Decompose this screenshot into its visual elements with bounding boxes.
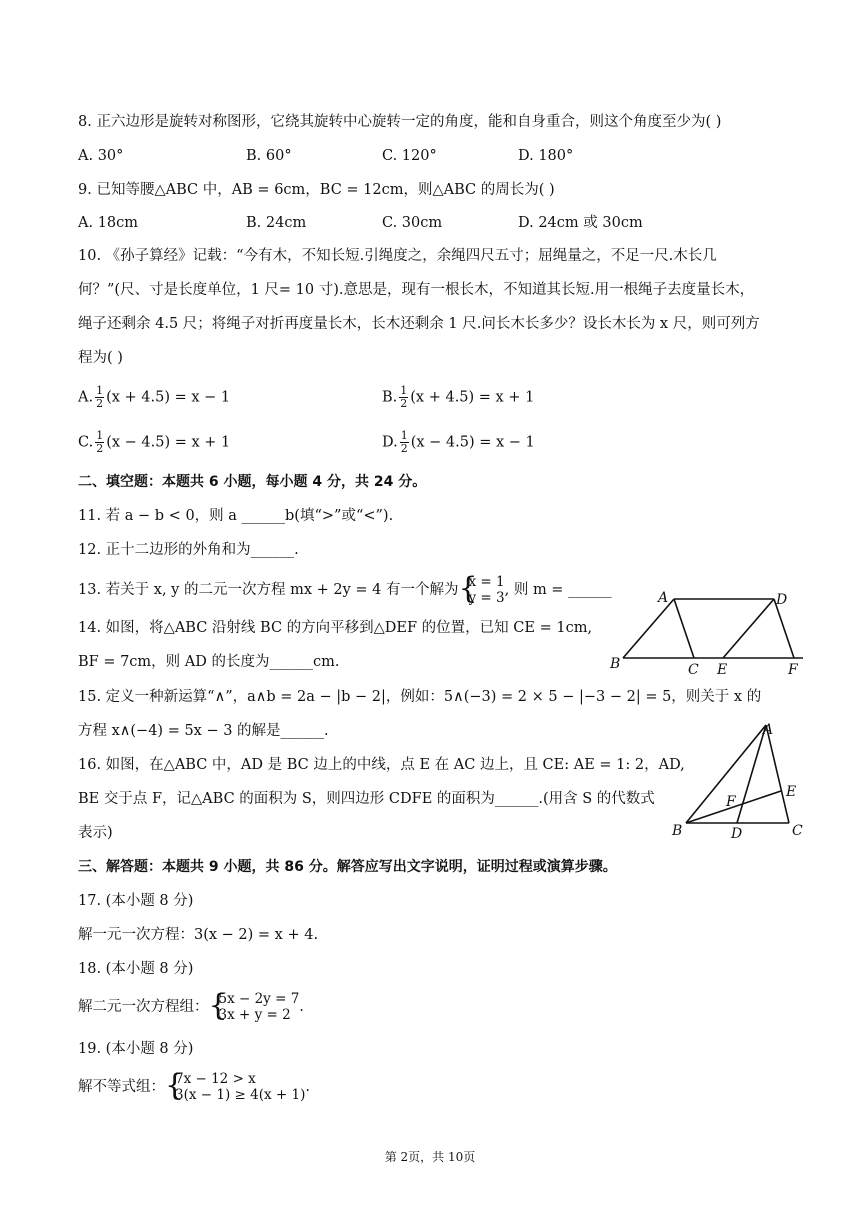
- q19-head: 19. (本小题 8 分): [78, 1041, 194, 1057]
- q18-head: 18. (本小题 8 分): [78, 961, 194, 977]
- q19-body: 解不等式组： { 7x − 12 > x 3(x − 1) ≥ 4(x + 1) .: [78, 1071, 310, 1103]
- q14-label-a: A: [658, 590, 669, 606]
- q16-label-e: E: [786, 784, 797, 800]
- q14-label-f: F: [788, 662, 798, 678]
- q8-stem: 8. 正六边形是旋转对称图形，它绕其旋转中心旋转一定的角度，能和自身重合，则这个角度至少为( ): [78, 114, 722, 130]
- q10-option-a: A. $\frac{1}{2}$ (x + 4.5) = x − 1: [78, 384, 231, 410]
- q14-label-d: D: [776, 592, 788, 608]
- q9-stem: 9. 已知等腰△ABC 中，AB = 6cm，BC = 12cm，则△ABC 的周长为( ): [78, 182, 555, 198]
- q16-label-b: B: [672, 823, 683, 839]
- q14-line2: BF = 7cm，则 AD 的长度为______cm.: [78, 654, 340, 670]
- q16-segment-ac: [766, 725, 789, 823]
- q9-option-d: D. 24cm 或 30cm: [518, 215, 643, 231]
- section-3-heading: 三、解答题：本题共 9 小题，共 86 分。解答应写出文字说明，证明过程或演算步骤。: [78, 859, 617, 875]
- q9-option-c: C. 30cm: [382, 215, 443, 231]
- q14-segment-ac: [674, 599, 694, 658]
- q14-segment-ab: [623, 599, 674, 658]
- q16-label-d: D: [731, 826, 743, 842]
- q9-option-a: A. 18cm: [78, 215, 139, 231]
- q18-system: { 5x − 2y = 7 3x + y = 2: [209, 991, 300, 1023]
- q17-body: 解一元一次方程：3(x − 2) = x + 4.: [78, 927, 319, 943]
- q13: 13. 若关于 x, y 的二元一次方程 mx + 2y = 4 有一个解为 { x = 1 y = 3 , 则 m = ______: [78, 574, 612, 606]
- q17-head: 17. (本小题 8 分): [78, 893, 194, 909]
- q14-label-c: C: [688, 662, 699, 678]
- q9-option-b: B. 24cm: [246, 215, 307, 231]
- q10-line3: 绳子还剩余 4.5 尺；将绳子对折再度量长木，长木还剩余 1 尺.问长木长多少？设长木长为 x 尺，则可列方: [78, 316, 760, 332]
- q16-line2: BE 交于点 F，记△ABC 的面积为 S，则四边形 CDFE 的面积为______.(用含 S 的代数式: [78, 791, 655, 807]
- q13-system: { x = 1 y = 3: [459, 574, 505, 606]
- q14-label-b: B: [610, 656, 621, 672]
- q11: 11. 若 a − b < 0，则 a ______b(填“>”或“<”).: [78, 508, 394, 524]
- q16-line1: 16. 如图，在△ABC 中，AD 是 BC 边上的中线，点 E 在 AC 边上，且 CE: AE = 1: 2，AD,: [78, 757, 685, 773]
- q14-figure: [606, 586, 806, 678]
- q15-line1: 15. 定义一种新运算“∧”，a∧b = 2a − |b − 2|，例如：5∧(−3) = 2 × 5 − |−3 − 2| = 5，则关于 x 的: [78, 689, 762, 705]
- q14-segment-de: [723, 599, 774, 658]
- q16-label-a: A: [763, 722, 774, 738]
- q16-label-c: C: [792, 823, 803, 839]
- q10-option-d: D. $\frac{1}{2}$ (x − 4.5) = x − 1: [382, 429, 535, 455]
- page-footer: 第 2页，共 10页: [384, 1150, 476, 1164]
- q18-body: 解二元一次方程组： { 5x − 2y = 7 3x + y = 2 .: [78, 991, 304, 1023]
- q10-line2: 何？”(尺、寸是长度单位，1 尺= 10 寸).意思是，现有一根长木，不知道其长短.用一根绳子去度量长木，: [78, 282, 755, 298]
- q8-option-c: C. 120°: [382, 148, 437, 164]
- q8-option-b: B. 60°: [246, 148, 292, 164]
- q14-line1: 14. 如图，将△ABC 沿射线 BC 的方向平移到△DEF 的位置，已知 CE = 1cm,: [78, 620, 593, 636]
- q15-line2: 方程 x∧(−4) = 5x − 3 的解是______.: [78, 723, 329, 739]
- q10-line1: 10. 《孙子算经》记载：“今有木，不知长短.引绳度之，余绳四尺五寸；屈绳量之，不足一尺.木长几: [78, 248, 717, 264]
- q10-line4: 程为( ): [78, 350, 123, 366]
- q10-option-b: B. $\frac{1}{2}$ (x + 4.5) = x + 1: [382, 384, 535, 410]
- q14-label-e: E: [717, 662, 728, 678]
- q16-figure: [668, 720, 810, 842]
- q19-system: { 7x − 12 > x 3(x − 1) ≥ 4(x + 1): [165, 1071, 305, 1103]
- q8-option-a: A. 30°: [78, 148, 124, 164]
- q16-label-f: F: [726, 794, 736, 810]
- section-2-heading: 二、填空题：本题共 6 小题，每小题 4 分，共 24 分。: [78, 474, 427, 490]
- q12: 12. 正十二边形的外角和为______.: [78, 542, 299, 558]
- q10-option-c: C. $\frac{1}{2}$ (x − 4.5) = x + 1: [78, 429, 231, 455]
- q16-line3: 表示): [78, 825, 113, 841]
- q16-segment-ad: [737, 725, 766, 823]
- q8-option-d: D. 180°: [518, 148, 574, 164]
